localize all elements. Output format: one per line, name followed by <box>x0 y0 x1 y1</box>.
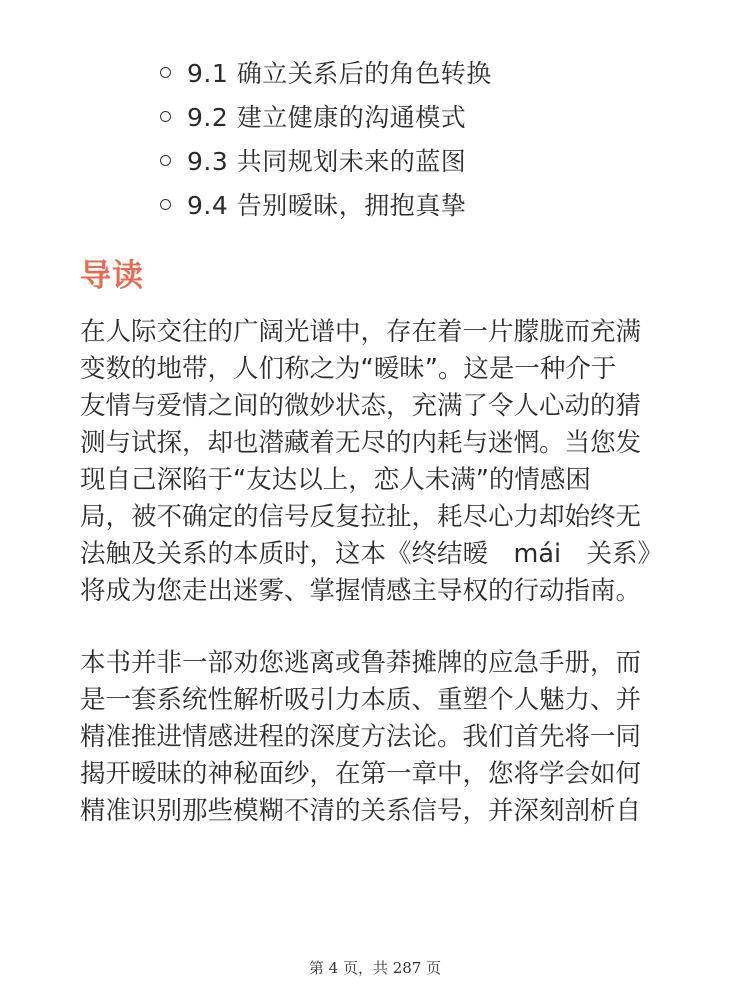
paragraph-line: 在人际交往的广阔光谱中，存在着一片朦胧而充满 <box>80 317 642 347</box>
toc-item-label: 9.2 建立健康的沟通模式 <box>187 103 467 132</box>
paragraph-line: 将成为您走出迷雾、掌握情感主导权的行动指南。 <box>80 576 642 606</box>
hollow-circle-bullet-icon <box>160 155 171 166</box>
paragraph-line: 现自己深陷于“友达以上，恋人未满”的情感困 <box>80 465 591 495</box>
paragraph-line: 友情与爱情之间的微妙状态，充满了令人心动的猜 <box>80 391 642 421</box>
toc-item[interactable] <box>160 182 492 226</box>
hollow-circle-bullet-icon <box>160 111 171 122</box>
toc-item[interactable] <box>160 50 492 94</box>
paragraph-line: 变数的地带，人们称之为“暧昧”。这是一种介于 <box>80 354 617 384</box>
body-paragraph <box>80 314 680 610</box>
paragraph-line: 精准识别那些模糊不清的关系信号，并深刻剖析自 <box>80 796 642 826</box>
toc-item-label: 9.4 告别暧昧，拥抱真挚 <box>187 191 467 220</box>
section-heading: 导读 <box>80 258 144 294</box>
toc-item-label: 9.1 确立关系后的角色转换 <box>187 59 492 88</box>
toc-item-label: 9.3 共同规划未来的蓝图 <box>187 147 467 176</box>
paragraph-line: 揭开暧昧的神秘面纱，在第一章中，您将学会如何 <box>80 759 642 789</box>
paragraph-line: 精准推进情感进程的深度方法论。我们首先将一同 <box>80 722 642 752</box>
toc-item[interactable] <box>160 94 492 138</box>
hollow-circle-bullet-icon <box>160 67 171 78</box>
page-number-footer: 第 4 页，共 287 页 <box>308 959 442 977</box>
paragraph-line: 局，被不确定的信号反复拉扯，耗尽心力却始终无 <box>80 502 642 532</box>
paragraph-line: 是一套系统性解析吸引力本质、重塑个人魅力、并 <box>80 685 642 715</box>
paragraph-line: 法触及关系的本质时，这本《终结暧 mái 关系》 <box>80 539 664 569</box>
paragraph-line: 测与试探，却也潜藏着无尽的内耗与迷惘。当您发 <box>80 428 642 458</box>
hollow-circle-bullet-icon <box>160 199 171 210</box>
table-of-contents <box>160 50 492 226</box>
toc-item[interactable] <box>160 138 492 182</box>
paragraph-line: 本书并非一部劝您逃离或鲁莽摊牌的应急手册，而 <box>80 648 642 678</box>
body-paragraph <box>80 645 680 830</box>
